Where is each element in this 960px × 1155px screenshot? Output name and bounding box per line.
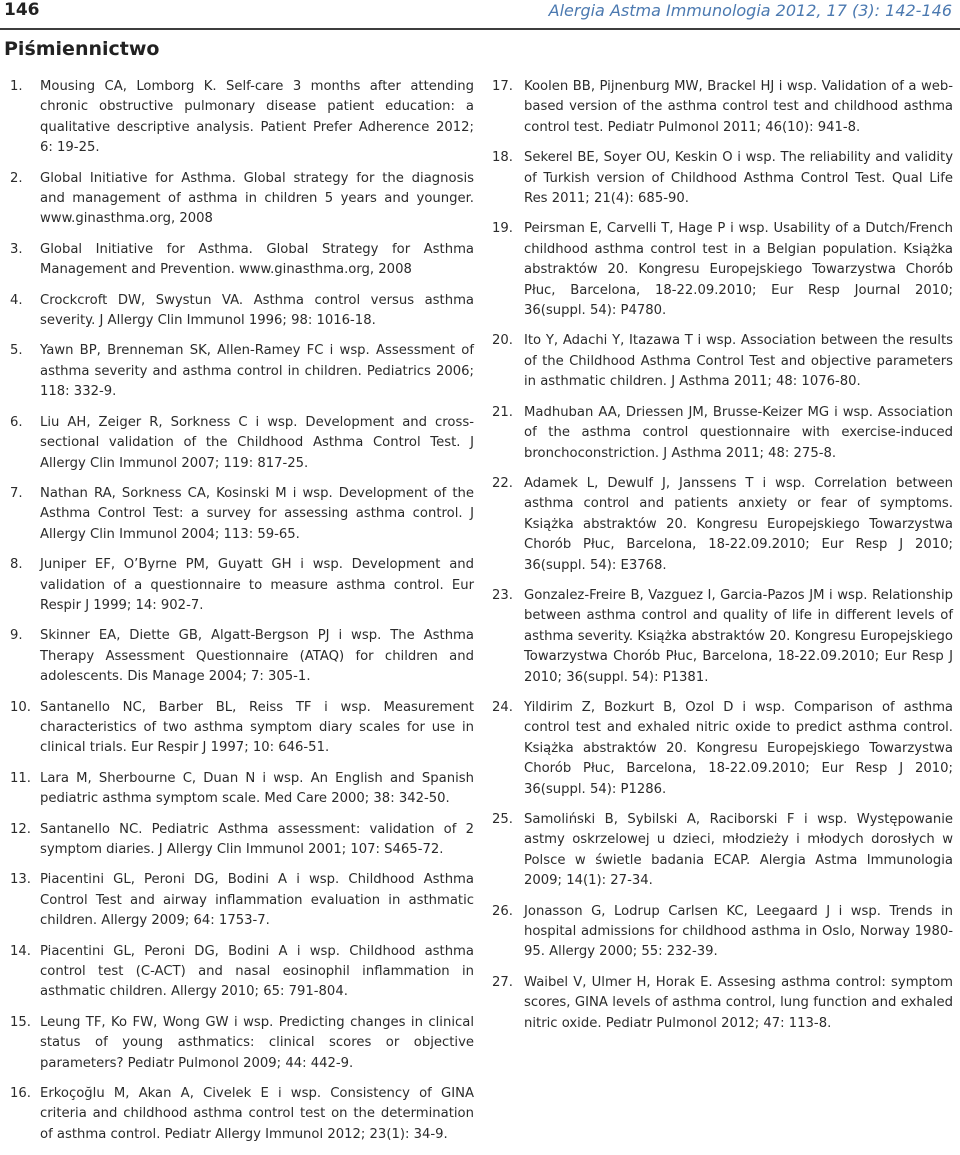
section-title: Piśmiennictwo [4, 38, 160, 60]
page-number: 146 [4, 0, 40, 20]
reference-number: 24. [492, 699, 513, 715]
reference-item [10, 240, 474, 281]
reference-number: 6. [10, 414, 23, 430]
reference-text: Yildirim Z, Bozkurt B, Ozol D i wsp. Comparison of asthma control test and exhaled nitric oxide to predict asthma control. Książka abstraktów 20. Kongresu Europejskiego Towarzystwa Chorób Płuc, Barcelona, 18-22.09.2010; Eur Resp J 2010; 36(suppl. 54): P1286. [524, 699, 953, 797]
reference-number: 1. [10, 79, 23, 94]
reference-number: 18. [492, 150, 513, 166]
reference-number: 8. [10, 557, 23, 573]
reference-number: 27. [492, 974, 513, 990]
reference-number: 21. [492, 404, 513, 420]
reference-text: Gonzalez-Freire B, Vazguez I, Garcia-Pazos JM i wsp. Relationship between asthma control and quality of life in different levels of asthma severity. Książka abstraktów 20. Kongresu Europejskiego Towarzystwa Chorób Płuc, Barcelona, 18-22.09.2010; Eur Resp J 2010; 36(suppl. 54): P1381. [524, 587, 953, 685]
reference-item [10, 820, 474, 861]
reference-number: 10. [10, 699, 31, 715]
reference-item [492, 331, 953, 392]
reference-number: 5. [10, 343, 23, 359]
reference-item [492, 219, 953, 321]
reference-item [10, 291, 474, 332]
reference-item [492, 403, 953, 464]
reference-item [10, 77, 474, 159]
reference-text: Liu AH, Zeiger R, Sorkness C i wsp. Development and cross-sectional validation of the Childhood Asthma Control Test. J Allergy Clin Immunol 2007; 119: 817-25. [40, 414, 474, 471]
reference-number: 4. [10, 292, 23, 308]
reference-item [492, 902, 953, 963]
reference-text: Peirsman E, Carvelli T, Hage P i wsp. Usability of a Dutch/French childhood asthma control test in a Belgian population. Książka abstraktów 20. Kongresu Europejskiego Towarzystwa Chorób Płuc, Barcelona, 18-22.09.2010; Eur Resp Journal 2010; 36(suppl. 54): P4780. [524, 221, 953, 319]
reference-text: Waibel V, Ulmer H, Horak E. Assesing asthma control: symptom scores, GINA levels of asthma control, lung function and exhaled nitric oxide. Pediatr Pulmonol 2012; 47: 113-8. [524, 974, 953, 1031]
reference-text: Yawn BP, Brenneman SK, Allen-Ramey FC i wsp. Assessment of asthma severity and asthma control in children. Pediatrics 2006; 118: 332-9. [40, 343, 474, 400]
reference-number: 2. [10, 170, 23, 186]
references-left-column [10, 77, 474, 1155]
reference-number: 25. [492, 812, 513, 827]
reference-item [492, 586, 953, 688]
reference-number: 16. [10, 1086, 31, 1102]
page-header [0, 0, 960, 30]
reference-number: 9. [10, 628, 23, 644]
reference-text: Nathan RA, Sorkness CA, Kosinski M i wsp. Development of the Asthma Control Test: a survey for assessing asthma control. J Allergy Clin Immunol 2004; 113: 59-65. [40, 485, 474, 542]
reference-item [10, 769, 474, 810]
reference-item [10, 698, 474, 759]
reference-text: Juniper EF, O’Byrne PM, Guyatt GH i wsp. Development and validation of a questionnaire to measure asthma control. Eur Respir J 1999; 14: 902-7. [40, 557, 474, 613]
reference-text: Crockcroft DW, Swystun VA. Asthma control versus asthma severity. J Allergy Clin Immunol 1996; 98: 1016-18. [40, 292, 474, 329]
reference-text: Ito Y, Adachi Y, Itazawa T i wsp. Association between the results of the Childhood Asthma Control Test and objective parameters in asthmatic children. J Asthma 2011; 48: 1076-80. [524, 333, 953, 390]
reference-number: 14. [10, 943, 31, 959]
reference-item [492, 698, 953, 800]
reference-item [10, 169, 474, 230]
reference-number: 3. [10, 241, 23, 257]
references-right-column [492, 77, 953, 1044]
reference-text: Adamek L, Dewulf J, Janssens T i wsp. Correlation between asthma control and patients anxiety or fear of symptoms. Książka abstraktów 20. Kongresu Europejskiego Towarzystwa Chorób Płuc, Barcelona, 18-22.09.2010; Eur Resp J 2010; 36(suppl. 54): E3768. [524, 475, 953, 573]
reference-number: 26. [492, 903, 513, 919]
reference-number: 22. [492, 475, 513, 491]
reference-text: Global Initiative for Asthma. Global Strategy for Asthma Management and Prevention. www.ginasthma.org, 2008 [40, 241, 474, 278]
reference-text: Global Initiative for Asthma. Global strategy for the diagnosis and management of asthma in children 5 years and younger. www.ginasthma.org, 2008 [40, 170, 474, 227]
reference-item [10, 555, 474, 616]
reference-number: 20. [492, 333, 513, 349]
reference-item [10, 1084, 474, 1145]
reference-item [10, 870, 474, 931]
reference-number: 15. [10, 1014, 31, 1030]
reference-number: 17. [492, 79, 513, 94]
reference-text: Piacentini GL, Peroni DG, Bodini A i wsp. Childhood Asthma Control Test and airway inflammation evaluation in asthmatic children. Allergy 2009; 64: 1753-7. [40, 872, 474, 929]
journal-citation: Alergia Astma Immunologia 2012, 17 (3): 142-146 [548, 1, 952, 20]
reference-text: Leung TF, Ko FW, Wong GW i wsp. Predicting changes in clinical status of young asthmatics: clinical scores or objective parameters? Pediatr Pulmonol 2009; 44: 442-9. [40, 1014, 474, 1071]
reference-text: Skinner EA, Diette GB, Algatt-Bergson PJ i wsp. The Asthma Therapy Assessment Questionnaire (ATAQ) for children and adolescents. Dis Manage 2004; 7: 305-1. [40, 628, 474, 685]
reference-item [492, 810, 953, 892]
reference-number: 7. [10, 485, 23, 501]
reference-item [10, 413, 474, 474]
reference-item [10, 341, 474, 402]
reference-text: Santanello NC. Pediatric Asthma assessment: validation of 2 symptom diaries. J Allergy Clin Immunol 2001; 107: S465-72. [40, 821, 474, 857]
reference-item [10, 1013, 474, 1074]
reference-text: Santanello NC, Barber BL, Reiss TF i wsp. Measurement characteristics of two asthma symptom diary scales for use in clinical trials. Eur Respir J 1997; 10: 646-51. [40, 699, 474, 756]
reference-number: 23. [492, 587, 513, 603]
reference-item [10, 942, 474, 1003]
reference-text: Koolen BB, Pijnenburg MW, Brackel HJ i wsp. Validation of a web-based version of the asthma control test and childhood asthma control test. Pediatr Pulmonol 2011; 46(10): 941-8. [524, 79, 953, 135]
reference-item [492, 474, 953, 576]
reference-text: Erkoçoğlu M, Akan A, Civelek E i wsp. Consistency of GINA criteria and childhood asthma control test on the determination of asthma control. Pediatr Allergy Immunol 2012; 23(1): 34-9. [40, 1086, 474, 1142]
reference-number: 11. [10, 770, 31, 786]
reference-item [10, 626, 474, 687]
reference-text: Jonasson G, Lodrup Carlsen KC, Leegaard J i wsp. Trends in hospital admissions for childhood asthma in Oslo, Norway 1980-95. Allergy 2000; 55: 232-39. [524, 903, 953, 960]
reference-text: Sekerel BE, Soyer OU, Keskin O i wsp. The reliability and validity of Turkish version of Childhood Asthma Control Test. Qual Life Res 2011; 21(4): 685-90. [524, 150, 953, 207]
reference-text: Madhuban AA, Driessen JM, Brusse-Keizer MG i wsp. Association of the asthma control questionnaire with exercise-induced bronchoconstriction. J Asthma 2011; 48: 275-8. [524, 404, 953, 461]
reference-text: Piacentini GL, Peroni DG, Bodini A i wsp. Childhood asthma control test (C-ACT) and nasal eosinophil inflammation in asthmatic children. Allergy 2010; 65: 791-804. [40, 943, 474, 1000]
reference-text: Mousing CA, Lomborg K. Self-care 3 months after attending chronic obstructive pulmonary disease patient education: a qualitative descriptive analysis. Patient Prefer Adherence 2012; 6: 19-25. [40, 79, 474, 156]
reference-text: Lara M, Sherbourne C, Duan N i wsp. An English and Spanish pediatric asthma symptom scale. Med Care 2000; 38: 342-50. [40, 770, 474, 807]
reference-item [10, 484, 474, 545]
reference-item [492, 148, 953, 209]
reference-item [492, 77, 953, 138]
reference-number: 12. [10, 821, 31, 837]
reference-text: Samoliński B, Sybilski A, Raciborski F i wsp. Występowanie astmy oskrzelowej u dzieci, młodzieży i młodych dorosłych w Polsce w świetle badania ECAP. Alergia Astma Immunologia 2009; 14(1): 27-34. [524, 812, 953, 889]
reference-number: 19. [492, 221, 513, 237]
reference-number: 13. [10, 872, 31, 888]
